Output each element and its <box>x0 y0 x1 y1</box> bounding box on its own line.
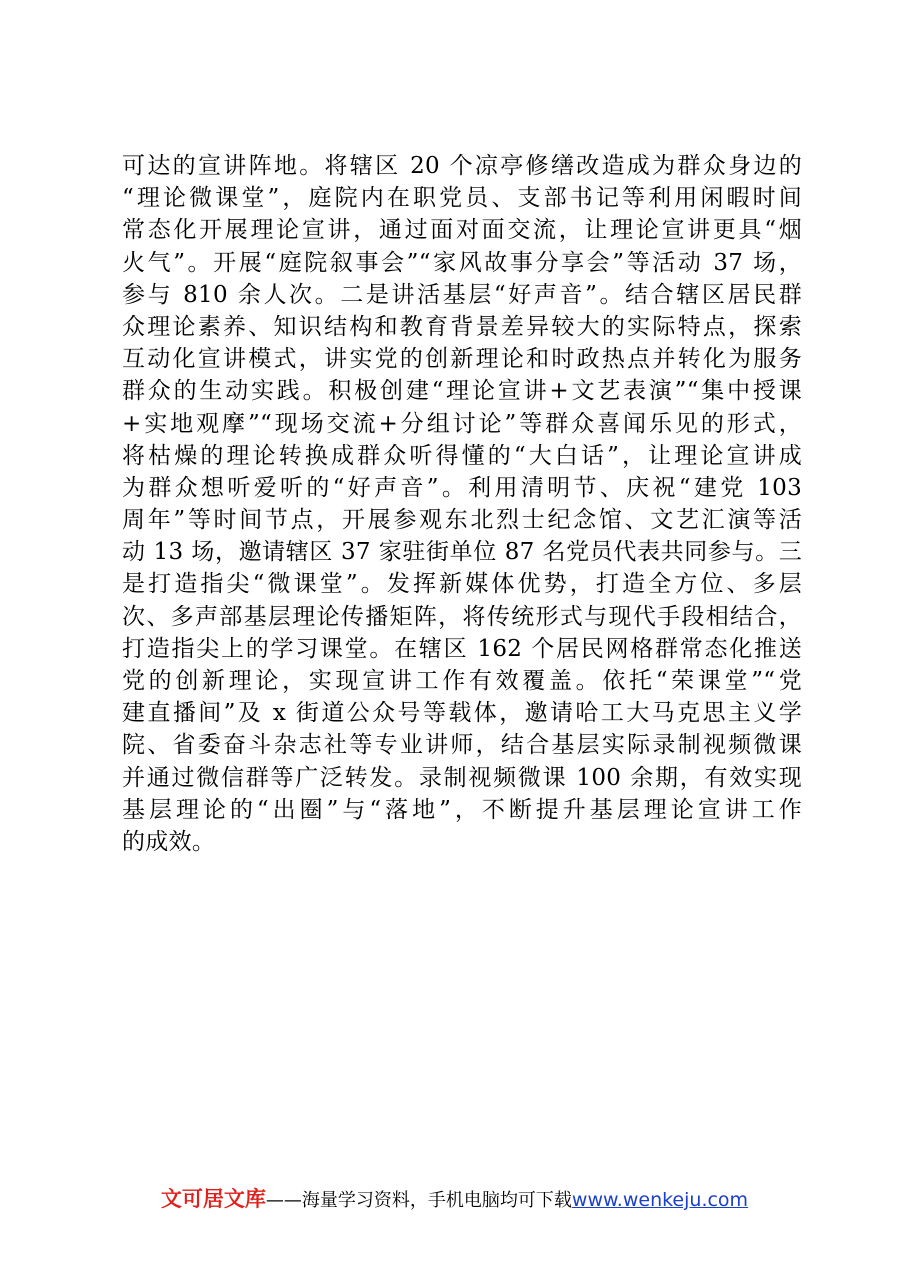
paragraph-line: 周年”等时间节点，开展参观东北烈士纪念馆、文艺汇演等活 <box>122 507 802 534</box>
paragraph-line: 互动化宣讲模式，讲实党的创新理论和时政热点并转化为服务 <box>122 346 802 373</box>
paragraph-line: 火气”。开展“庭院叙事会”“家风故事分享会”等活动 37 场， <box>122 249 802 276</box>
paragraph-line: 并通过微信群等广泛转发。录制视频微课 100 余期，有效实现 <box>122 764 802 791</box>
footer-tagline: ——海量学习资料，手机电脑均可下载 <box>265 1190 572 1211</box>
paragraph-line: 的成效。 <box>122 828 216 855</box>
paragraph-line: 建直播间”及 x 街道公众号等载体，邀请哈工大马克思主义学 <box>122 700 802 727</box>
body-paragraph <box>122 150 802 858</box>
paragraph-line: 党的创新理论，实现宣讲工作有效覆盖。依托“荣课堂”“党 <box>122 668 802 694</box>
paragraph-line: 基层理论的“出圈”与“落地”，不断提升基层理论宣讲工作 <box>122 796 802 823</box>
paragraph-line: “理论微课堂”，庭院内在职党员、支部书记等利用闲暇时间 <box>122 185 802 212</box>
footer-banner <box>0 1183 909 1213</box>
paragraph-line: 将枯燥的理论转换成群众听得懂的“大白话”，让理论宣讲成 <box>122 442 802 469</box>
paragraph-line: 动 13 场，邀请辖区 37 家驻街单位 87 名党员代表共同参与。三 <box>122 539 802 566</box>
paragraph-line: 常态化开展理论宣讲，通过面对面交流，让理论宣讲更具“烟 <box>122 217 802 244</box>
paragraph-line: 群众的生动实践。积极创建“理论宣讲+文艺表演”“集中授课 <box>122 378 802 405</box>
paragraph-line: 院、省委奋斗杂志社等专业讲师，结合基层实际录制视频微课 <box>122 732 802 759</box>
footer-website-link[interactable]: www.wenkeju.com <box>571 1189 749 1211</box>
paragraph-line: 众理论素养、知识结构和教育背景差异较大的实际特点，探索 <box>122 313 802 340</box>
footer-brand: 文可居文库 <box>160 1187 266 1211</box>
paragraph-line: 是打造指尖“微课堂”。发挥新媒体优势，打造全方位、多层 <box>122 571 802 598</box>
paragraph-line: 打造指尖上的学习课堂。在辖区 162 个居民网格群常态化推送 <box>122 635 802 662</box>
paragraph-line: 可达的宣讲阵地。将辖区 20 个凉亭修缮改造成为群众身边的 <box>122 153 802 179</box>
paragraph-line: 为群众想听爱听的“好声音”。利用清明节、庆祝“建党 103 <box>122 474 802 501</box>
paragraph-line: 次、多声部基层理论传播矩阵，将传统形式与现代手段相结合， <box>122 603 802 630</box>
paragraph-line: 参与 810 余人次。二是讲活基层“好声音”。结合辖区居民群 <box>122 281 802 308</box>
paragraph-line: +实地观摩”“现场交流+分组讨论”等群众喜闻乐见的形式， <box>122 410 802 437</box>
